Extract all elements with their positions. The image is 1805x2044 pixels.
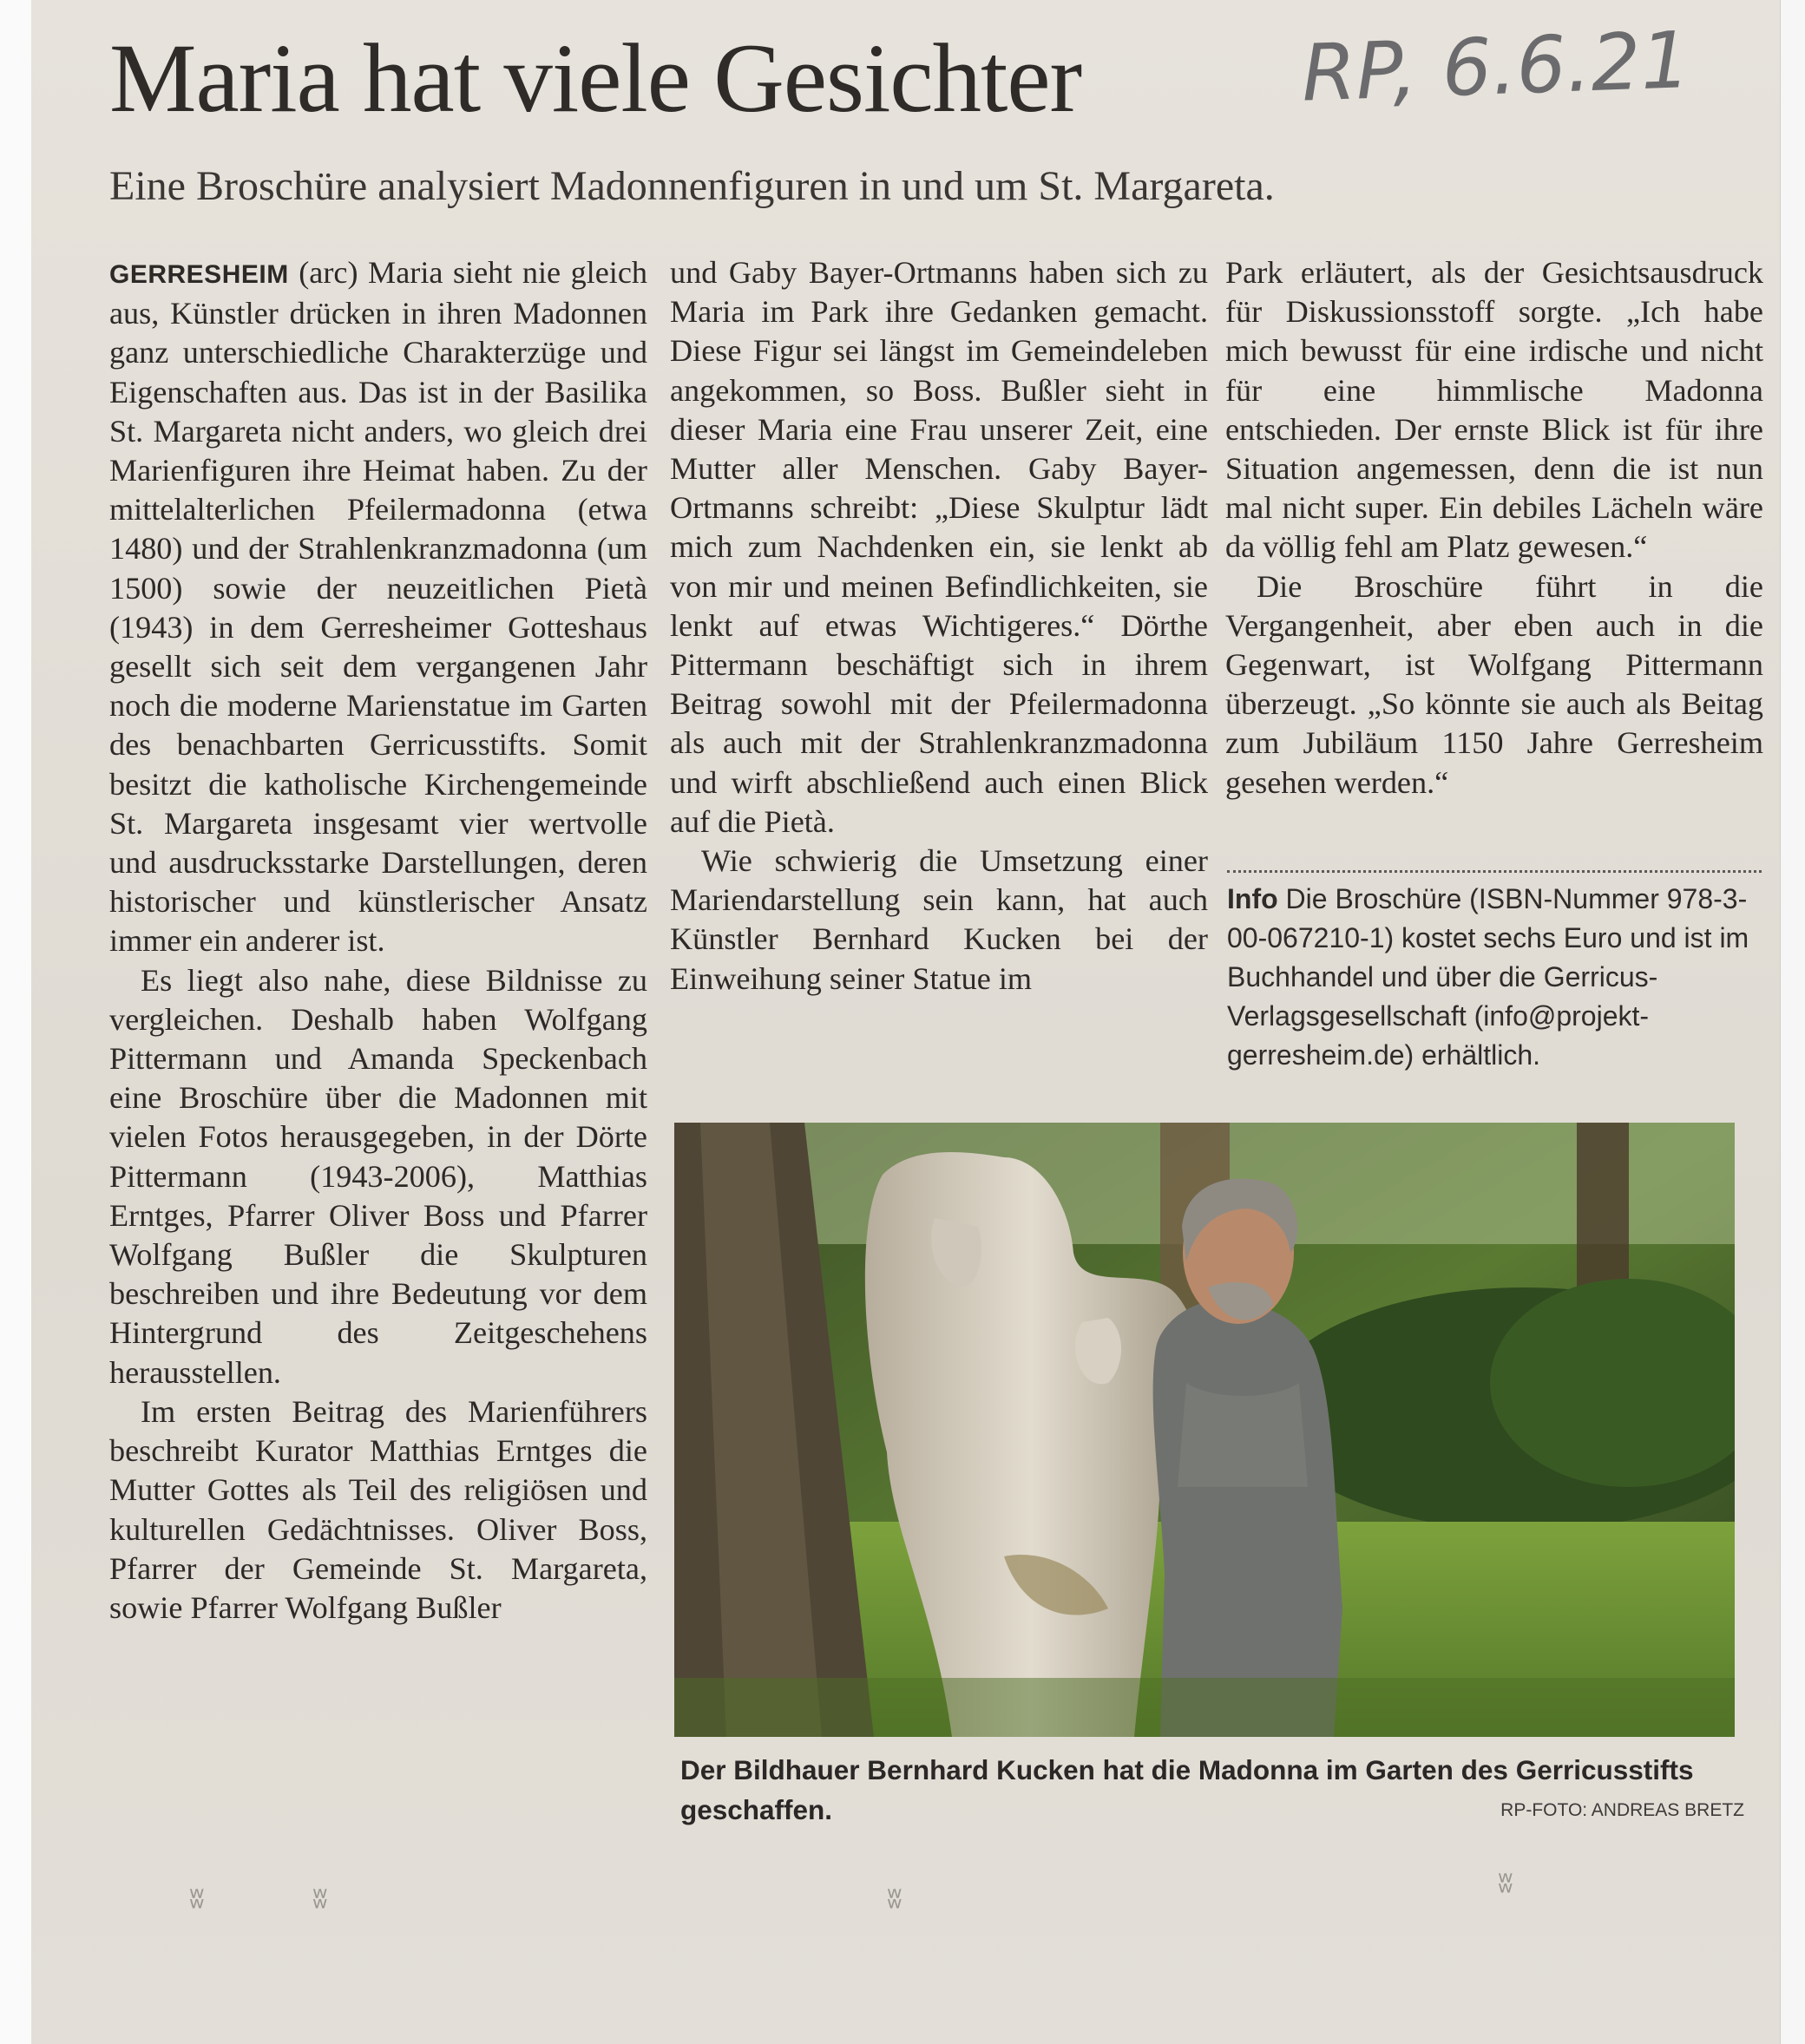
paragraph-7: Die Broschüre führt in die Vergangenheit, aber eben auch in die Gegenwart, ist Wolfgang Pittermann überzeugt. „So könnte sie auch als Beitag zum Jubiläum 1150 Jahre Gerresheim gesehen werden.“ <box>1225 568 1763 800</box>
info-divider <box>1227 870 1762 873</box>
subtitle: Eine Broschüre analysiert Madonnenfiguren in und um St. Margareta. <box>109 163 1275 209</box>
paragraph-4: und Gaby Bayer-Ortmanns haben sich zu Maria im Park ihre Gedanken gemacht. Diese Figur sei längst im Gemeindeleben angekommen, so Boss. Bußler sieht in dieser Maria eine Frau unserer Zeit, eine Mutter aller Menschen. Gaby Bayer-Ortmanns schreibt: „Diese Skulptur lädt mich zum Nachdenken ein, sie lenkt ab von mir und meinen Befindlichkeiten, sie lenkt auf etwas Wichtigeres.“ Dörthe Pittermann beschäftigt sich in ihrem Beitrag sowohl mit der Pfeilermadonna als auch mit der Strahlenkranzmadonna und wirft abschließend auch einen Blick auf die Pietà. <box>670 255 1208 839</box>
scan-margin-right <box>1780 0 1805 2044</box>
paragraph-1 <box>109 253 647 961</box>
info-text: Die Broschüre (ISBN-Nummer 978-3-00-067210-1) kostet sechs Euro und ist im Buchhandel und über die Gerricus-Verlagsgesellschaft (info@projekt-gerresheim.de) erhältlich. <box>1227 883 1749 1071</box>
paragraph-3: Im ersten Beitrag des Marienführers beschreibt Kurator Matthias Erntges die Mutter Gottes als Teil des religiösen und kulturellen Gedächtnisses. Oliver Boss, Pfarrer der Gemeinde St. Margareta, sowie Pfarrer Wolfgang Bußler <box>109 1393 647 1625</box>
staple-mark: ʬ <box>189 1881 205 1916</box>
paragraph-1-text: (arc) Maria sieht nie gleich aus, Künstler drücken in ihren Madonnen ganz unterschiedliche Charakterzüge und Eigenschaften aus. Das ist in der Basilika St. Margareta nicht anders, wo gleich drei Marienfiguren ihre Heimat haben. Zu der mittelalterlichen Pfeilermadonna (etwa 1480) und der Strahlenkranzmadonna (um 1500) sowie der neuzeitlichen Pietà (1943) in dem Gerresheimer Gotteshaus gesellt sich seit dem vergangenen Jahr noch die moderne Marienstatue im Garten des benachbarten Gerricusstifts. Somit besitzt die katholische Kirchengemeinde St. Margareta insgesamt vier wertvolle und ausdrucksstarke Darstellungen, deren historischer und künstlerischer Ansatz immer ein anderer ist. <box>109 255 648 959</box>
photo-caption: Der Bildhauer Bernhard Kucken hat die Madonna im Garten des Gerricusstifts geschaffen. <box>680 1754 1694 1825</box>
paragraph-2: Es liegt also nahe, diese Bildnisse zu vergleichen. Deshalb haben Wolfgang Pittermann und Amanda Speckenbach eine Broschüre über die Madonnen mit vielen Fotos herausgegeben, in der Dörte Pittermann (1943-2006), Matthias Erntges, Pfarrer Oliver Boss und Pfarrer Wolfgang Bußler die Skulpturen beschreiben und ihre Bedeutung vor dem Hintergrund des Zeitgeschehens herausstellen. <box>109 962 647 1390</box>
paragraph-5: Wie schwierig die Umsetzung einer Mariendarstellung sein kann, hat auch Künstler Bernhard Kucken bei der Einweihung seiner Statue im <box>670 843 1208 996</box>
headline: Maria hat viele Gesichter <box>109 24 1082 133</box>
dateline: GERRESHEIM <box>109 260 289 289</box>
article-column-2 <box>670 253 1208 999</box>
staple-mark: ʬ <box>1498 1865 1513 1900</box>
article-column-3 <box>1225 253 1763 803</box>
paragraph-6: Park erläutert, als der Gesichtsausdruck für Diskussionsstoff sorgte. „Ich habe mich bewusst für eine irdische und nicht für eine himmlische Madonna entschieden. Der ernste Blick ist für ihre Situation angemessen, denn die ist nun mal nicht super. Ein debiles Lächeln wäre da völlig fehl am Platz gewesen.“ <box>1225 255 1763 565</box>
info-box <box>1227 880 1765 1075</box>
article-photo <box>674 1123 1735 1737</box>
photo-credit: RP-FOTO: ANDREAS BRETZ <box>1500 1800 1744 1820</box>
handwritten-date-note: RP, 6.6.21 <box>1300 15 1692 120</box>
article-column-1 <box>109 253 647 1628</box>
staple-mark: ʬ <box>312 1881 328 1916</box>
photo-sculptor-with-madonna <box>674 1123 1735 1737</box>
info-label: Info <box>1227 883 1278 914</box>
staple-mark: ʬ <box>887 1881 902 1916</box>
scan-margin-left <box>0 0 32 2044</box>
